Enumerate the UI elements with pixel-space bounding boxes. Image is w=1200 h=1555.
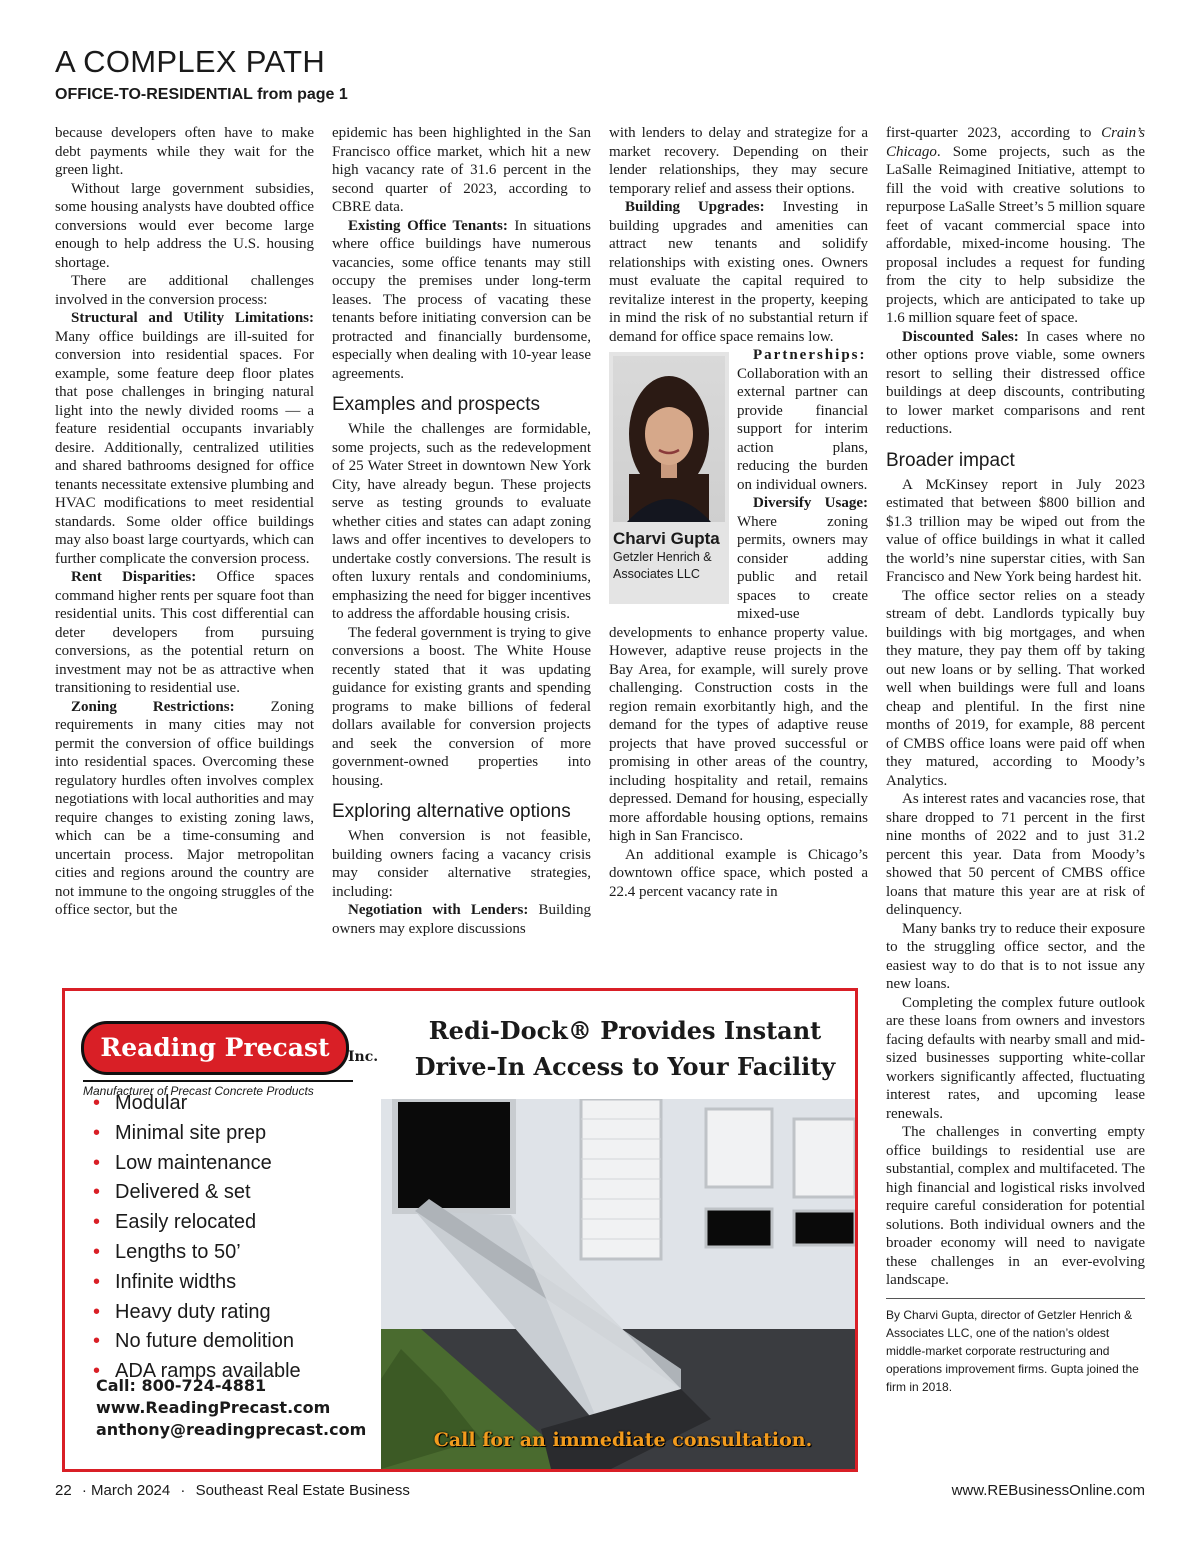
feature-item (93, 1089, 301, 1119)
paragraph (886, 124, 1145, 328)
feature-label: Low maintenance (115, 1151, 272, 1174)
brand-suffix: Inc. (348, 1049, 379, 1065)
brand-logo: Reading Precast (81, 1021, 349, 1075)
section-title: A COMPLEX PATH (55, 44, 326, 79)
paragraph: As interest rates and vacancies rose, that share dropped to 71 percent in the first nine months of 2022 and to just 31.2 percent this year. Data from Moody’s showed that 50 percent of CMBS office loans that mature this year are at risk of delinquency. (886, 791, 1145, 918)
ad-headline-line-2: Drive-In Access to Your Facility (414, 1052, 836, 1081)
paragraph-text: In cases where no other options prove viable, some owners resort to selling their distressed office buildings at deep discounts, contributing to lower market comparisons and rent reductions. (886, 328, 1145, 437)
paragraph: with lenders to delay and strategize for a market recovery. Depending on their lender relationships, they may secure temporary relief and assess their options. (609, 125, 868, 197)
paragraph-text: Many office buildings are ill-suited for conversion into residential spaces. For example, some feature deep floor plates that pose challenges in bringing natural light into the newly divided rooms — a feature residential occupants invariably desire. Additionally, centralized utilities and shared bathrooms designed for office tenants necessitate extensive plumbing and HVAC modifications to meet residential standards. Some older office buildings may also boast large courtyards, which can further complicate the conversion process. (55, 328, 314, 567)
bullet-icon: • (93, 1151, 101, 1174)
bullet-icon: • (93, 1270, 101, 1293)
bullet-icon: • (93, 1300, 101, 1323)
paragraph-text: Investing in building upgrades and amenities can attract new tenants and solidify relationships with existing ones. Owners must evaluate the capital required to revitalize interest in the property, keeping in mind the risk of no substantial return if demand for office space remains low. (609, 199, 869, 345)
run-in-label: Negotiation with Lenders: (348, 902, 529, 918)
run-in-label: Diversify Usage: (753, 495, 868, 511)
feature-label: Heavy duty rating (115, 1300, 271, 1323)
paragraph: The office sector relies on a steady stream of debt. Landlords typically buy buildings with big mortgages, and when they mature, they pay them off by taking out new loans or by selling. That worked well when buildings were full and loans cheap and plentiful. In the first nine months of 2019, for example, 88 percent of CMBS office loans were paid off when they matured, according to Moody’s Analytics. (886, 587, 1145, 789)
ad-headline-line-1: Redi-Dock® Provides Instant (428, 1016, 822, 1045)
feature-item (93, 1268, 301, 1298)
author-pullout (609, 352, 729, 604)
feature-item (93, 1149, 301, 1179)
run-in-label: Building Upgrades: (625, 199, 765, 215)
run-in-label: Structural and Utility Limitations: (71, 310, 314, 326)
page-number: 22 (55, 1482, 72, 1499)
feature-label: Infinite widths (115, 1270, 237, 1293)
paragraph (55, 568, 314, 698)
paragraph (332, 901, 591, 938)
issue-date: · March 2024 (81, 1482, 171, 1499)
feature-item (93, 1119, 301, 1149)
paragraph-text: Where zoning permits, owners may consider adding public and retail spaces to create mixed-use developments to enhance property value. However, adaptive reuse projects in the Bay Area, for example, will surely prove challenging. Construction costs in the region remain exorbitantly high, and the demand for the types of adaptive reuse projects that have proved successful or promising in other areas of the country, including hospitality and retail, remains depressed. Demand for housing, especially more affordable housing options, remains high in San Francisco. (609, 513, 868, 844)
page-footer-left (55, 1482, 416, 1499)
feature-label: Lengths to 50’ (115, 1240, 241, 1263)
call-to-action[interactable]: Call for an immediate consultation. (433, 1429, 813, 1451)
run-in-label: Partnerships: (753, 347, 867, 363)
product-photo (381, 1099, 855, 1469)
bullet-icon: • (93, 1121, 101, 1144)
publication-citation: Crain’s Chicago (886, 125, 1145, 160)
bullet-icon: • (93, 1092, 101, 1114)
paragraph-text: first-quarter 2023, according to (886, 125, 1102, 141)
paragraph: When conversion is not feasible, building owners facing a vacancy crisis may consider alternative strategies, including: (332, 828, 591, 900)
paragraph-text: Building owners may explore discussions (332, 902, 592, 937)
paragraph: epidemic has been highlighted in the San Francisco office market, which hit a new high vacancy rate of 31.6 percent in the second quarter of 2023, according to CBRE data. (332, 125, 591, 215)
brand-tagline: Manufacturer of Precast Concrete Products (83, 1080, 353, 1098)
paragraph-text: Zoning requirements in many cities may not permit the conversion of office buildings into residential spaces. Overcoming these regulatory hurdles often involves complex negotiations with local authorities and may require changes to existing zoning laws, which can be a time-consuming and uncertain process. Major metropolitan cities and regions around the country are not immune to the ongoing struggles of the office sector, but the (55, 698, 314, 918)
feature-label: Minimal site prep (115, 1121, 267, 1144)
paragraph (332, 217, 591, 384)
feature-item (93, 1298, 301, 1328)
author-organization: Getzler Henrich & Associates LLC (613, 550, 712, 581)
publication-url[interactable]: www.REBusinessOnline.com (951, 1482, 1145, 1499)
bullet-icon: • (93, 1330, 101, 1353)
paragraph (609, 198, 868, 346)
footer-separator: · (180, 1482, 186, 1499)
author-photo (613, 356, 725, 522)
bullet-icon: • (93, 1181, 101, 1204)
paragraph: While the challenges are formidable, some projects, such as the redevelopment of 25 Water Street in downtown New York City, have already begun. These projects serve as testing grounds to evaluate whether cities and states can adapt zoning laws and offer incentives to developers to undertake costly conversions. The result is often luxury rentals and condominiums, emphasizing the need for bigger incentives to address the affordable housing crisis. (332, 421, 591, 622)
paragraph: The federal government is trying to give conversions a boost. The White House recently stated that it was updating guidance for existing grants and spending programs to make billions of federal dollars available for conversion projects and seek the conversion of more government-owned properties into housing. (332, 624, 591, 789)
feature-label: ADA ramps available (115, 1360, 301, 1383)
paragraph (55, 698, 314, 920)
feature-label: Easily relocated (115, 1211, 257, 1234)
paragraph: because developers often have to make debt payments while they wait for the green light. (55, 125, 314, 178)
paragraph: A McKinsey report in July 2023 estimated that between $800 billion and $1.3 trillion may be wiped out from the value of office buildings in what it called the world’s nine superstar cities, with San Francisco and New York being hardest hit. (886, 476, 1145, 585)
author-byline: By Charvi Gupta, director of Getzler Henrich & Associates LLC, one of the nation’s oldest middle-market corporate restructuring and operations improvement firms. Gupta joined the firm in 2018. (886, 1298, 1145, 1396)
paragraph-text: Office spaces command higher rents per square foot than residential units. This cost differential can deter developers from pursuing conversions, as the potential return on investment may not be as attractive when transitioning to residential use. (55, 569, 315, 696)
run-in-label: Zoning Restrictions: (71, 698, 235, 715)
feature-item (93, 1327, 301, 1357)
article-column-1 (55, 124, 314, 920)
jump-line: OFFICE-TO-RESIDENTIAL from page 1 (55, 86, 348, 103)
feature-item (93, 1208, 301, 1238)
run-in-label: Rent Disparities: (71, 569, 197, 585)
article-column-4 (886, 124, 1145, 1396)
paragraph: There are additional challenges involved in the conversion process: (55, 273, 314, 308)
ad-headline (395, 1013, 855, 1085)
contact-block (96, 1375, 366, 1441)
author-name: Charvi Gupta (613, 529, 720, 548)
feature-item (93, 1238, 301, 1268)
feature-label: Modular (115, 1092, 188, 1114)
subheading: Broader impact (886, 449, 1015, 471)
subheading: Examples and prospects (332, 394, 541, 415)
feature-item (93, 1178, 301, 1208)
article-column-3 (609, 124, 868, 901)
bullet-icon: • (93, 1360, 101, 1383)
run-in-label: Existing Office Tenants: (348, 217, 508, 234)
paragraph: The challenges in converting empty office buildings to residential use are substantial, complex and multifaceted. The high financial and logistical risks involved require careful consideration for potential solutions. Both individual owners and the broader economy will need to navigate these challenges in an ever-evolving landscape. (886, 1124, 1145, 1288)
paragraph: Many banks try to reduce their exposure to the struggling office sector, and the easiest way to do that is to not issue any new loans. (886, 920, 1145, 992)
paragraph-text: In situations where office buildings have numerous vacancies, some office tenants may still occupy the premises under long-term leases. The process of vacating these tenants before initiating conversion can be protracted and financially burdensome, especially when dealing with 10-year lease agreements. (332, 217, 591, 382)
feature-label: No future demolition (115, 1330, 294, 1353)
bullet-icon: • (93, 1211, 101, 1234)
run-in-label: Discounted Sales: (902, 328, 1019, 345)
feature-list (93, 1089, 301, 1387)
website-link[interactable]: www.ReadingPrecast.com (96, 1398, 331, 1417)
paragraph (55, 309, 314, 568)
feature-label: Delivered & set (115, 1181, 251, 1204)
subheading: Exploring alternative options (332, 801, 571, 822)
publication-name: Southeast Real Estate Business (195, 1482, 410, 1499)
bullet-icon: • (93, 1240, 101, 1263)
paragraph-text: . Some projects, such as the LaSalle Reimagined Initiative, attempt to fill the void with creative solutions to repurpose LaSalle Street’s 5 million square feet of vacant commercial space into affordable, mixed-income housing. The proposal includes a request for funding from the city to help subsidize the projects, which are anticipated to take up 1.6 million square feet of space. (886, 143, 1145, 326)
email-link[interactable]: anthony@readingprecast.com (96, 1420, 367, 1439)
advertisement[interactable] (62, 988, 858, 1472)
article-column-2 (332, 124, 591, 938)
paragraph: Without large government subsidies, some housing analysts have doubted office conversions would ever become large enough to help address the U.S. housing shortage. (55, 180, 314, 271)
paragraph-text: Collaboration with an external partner can provide financial support for interim action plans, reducing the burden on individual owners. (737, 365, 868, 493)
paragraph (886, 328, 1145, 439)
paragraph: An additional example is Chicago’s downtown office space, which posted a 22.4 percent vacancy rate in (609, 846, 868, 900)
phone-number[interactable]: Call: 800-724-4881 (96, 1376, 267, 1395)
paragraph: Completing the complex future outlook are these loans from owners and investors facing defaults with nearby small and mid-sized businesses supporting white-collar workers significantly affected, fluctuating interest rates, and upcoming lease renewals. (886, 994, 1145, 1122)
